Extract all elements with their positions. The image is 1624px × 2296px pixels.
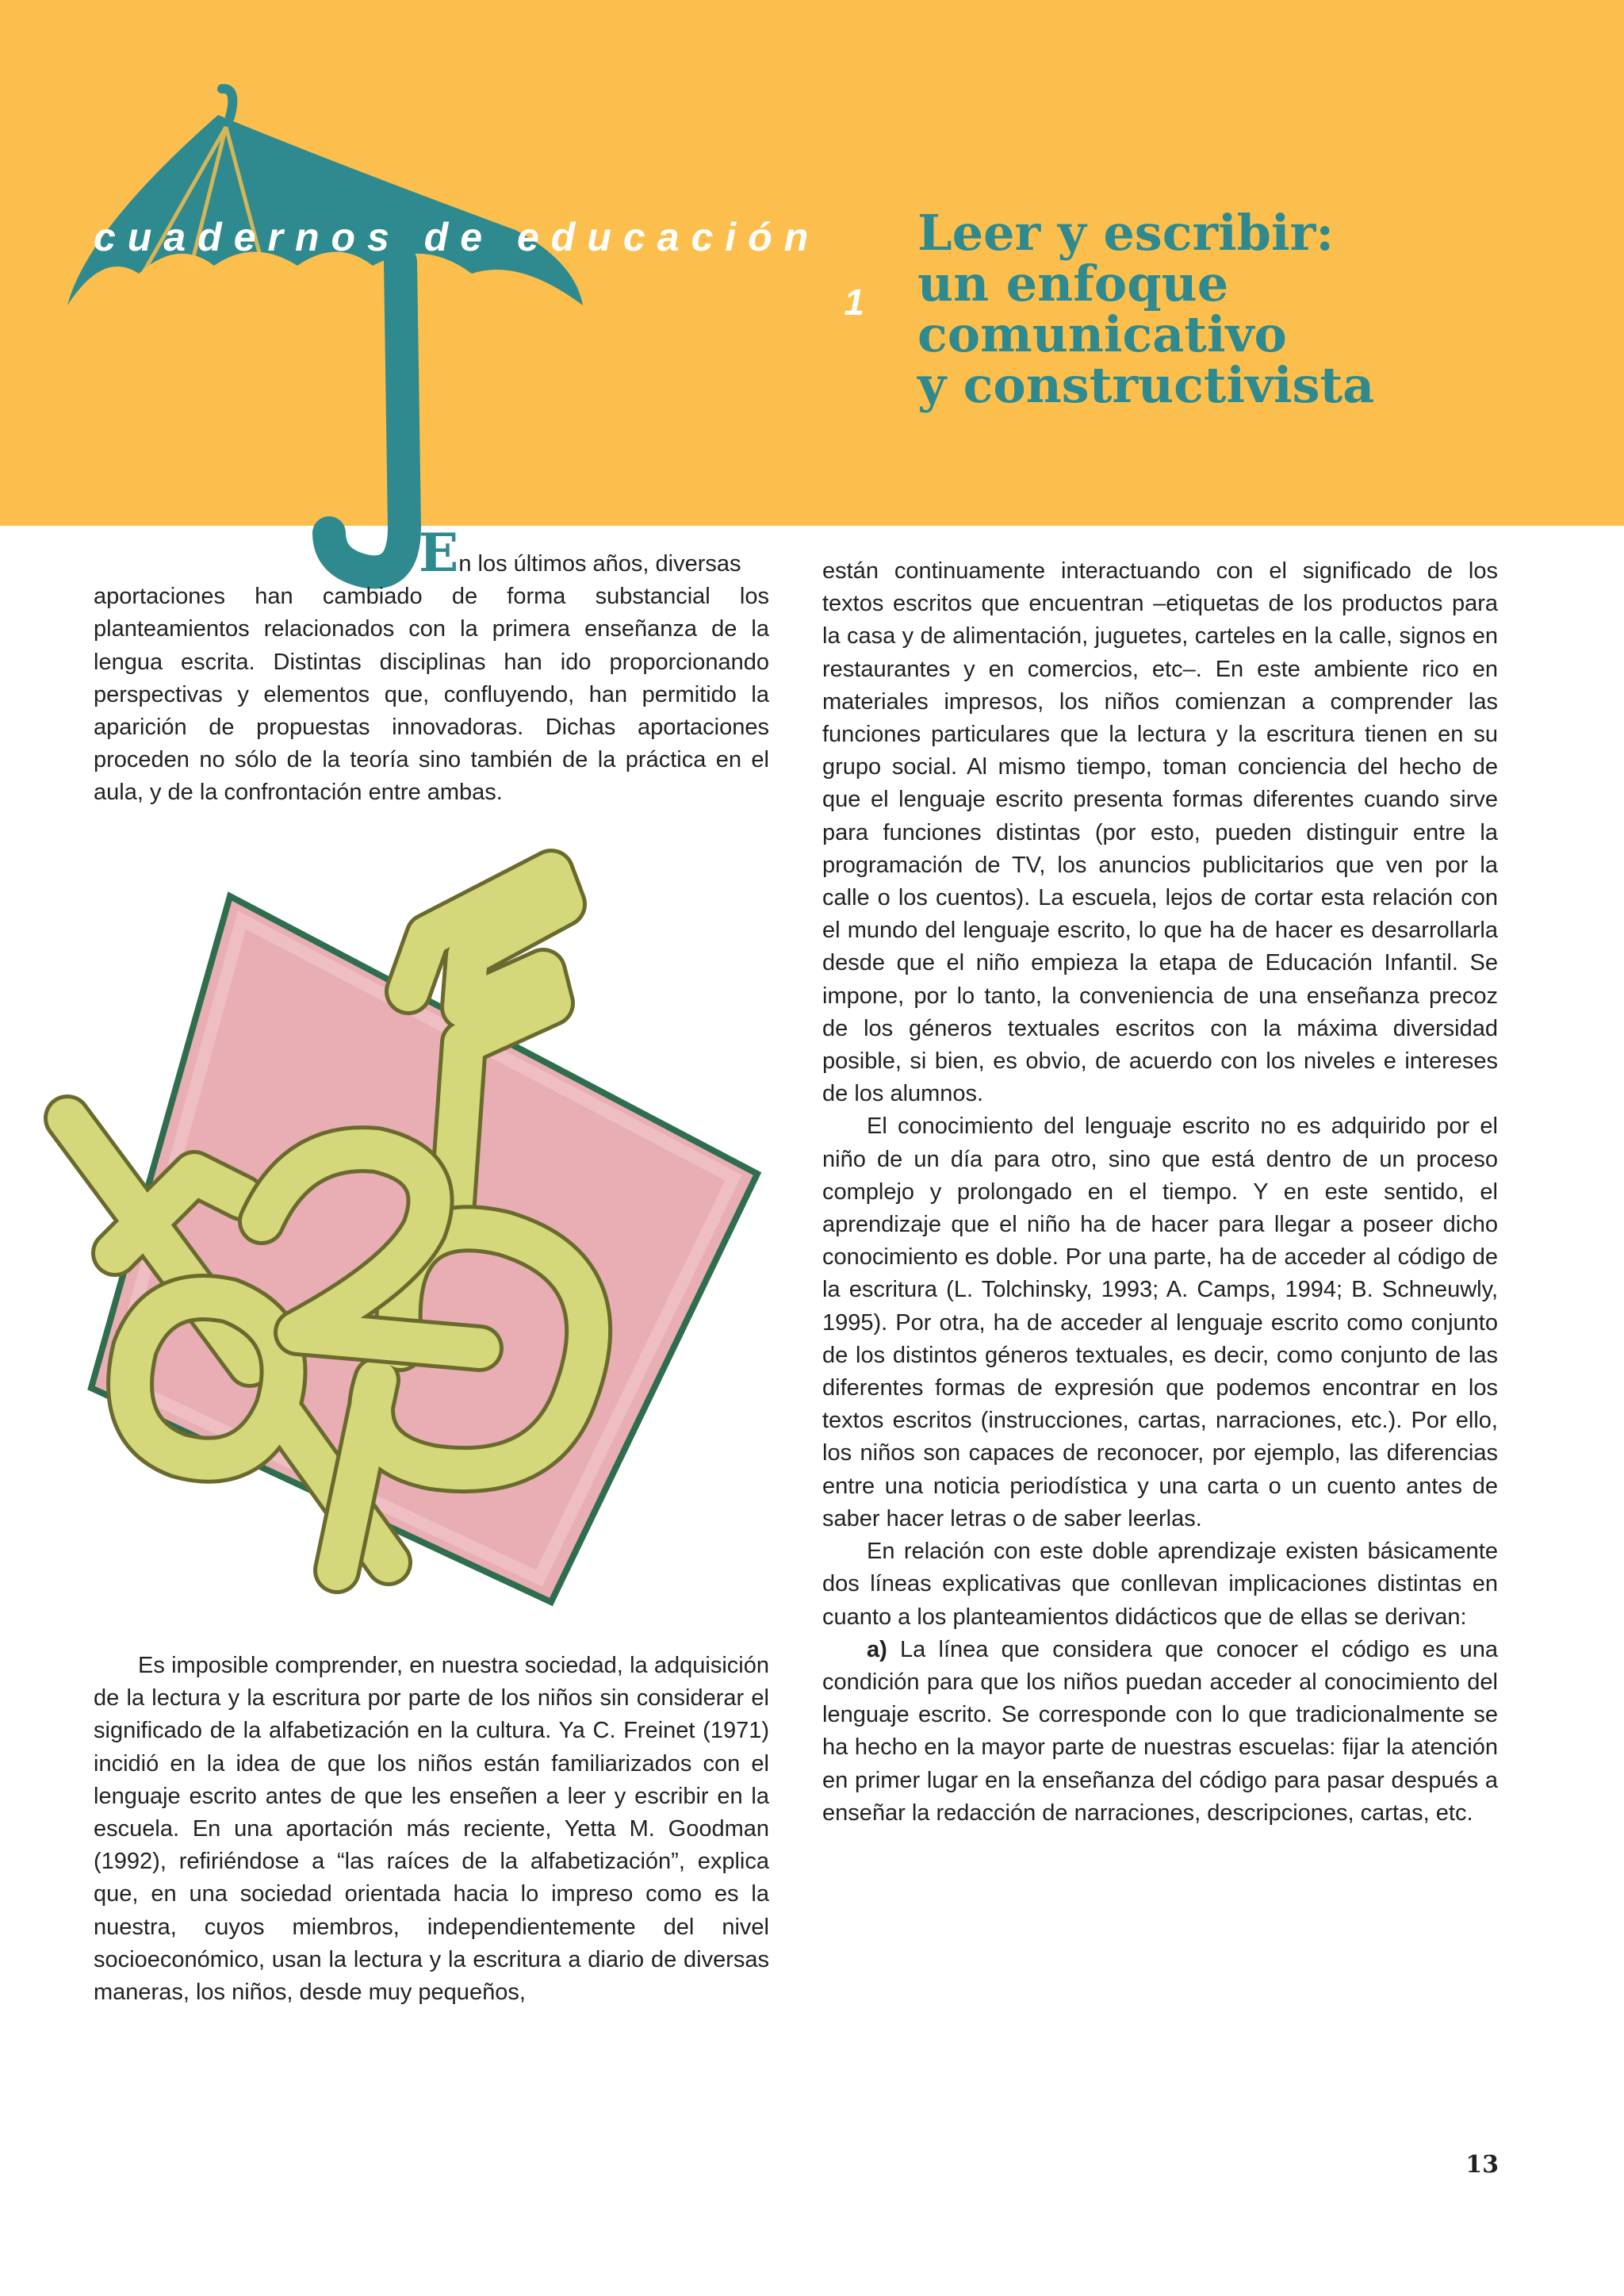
body-paragraph: están continuamente interactuando con el significado de los textos escritos que encuentran –etiquetas de los productos para la casa y de alimentación, juguetes, carteles en la calle, signos en restaurantes y en comercios, etc–. En este ambiente rico en materiales impresos, los niños comienzan a comprender las funciones particulares que la lectura y la escritura tienen en su grupo social. Al mismo tiempo, toman conciencia del hecho de que el lenguaje escrito presenta formas diferentes cuando sirve para funciones distintas (por esto, pueden distinguir entre la programación de TV, los anuncios publicitarios que ven por la calle o los cuentos). La escuela, lejos de cortar esta relación con el mundo del lenguaje escrito, lo que ha de hacer es desarrollarla desde que el niño empieza la etapa de Educación Infantil. Se impone, por lo tanto, la conveniencia de una enseñanza precoz de los géneros textuales escritos con la máxima diversidad posible, si bien, es obvio, de acuerdo con los niveles e intereses de los alumnos. <box>822 558 1498 1107</box>
page-number: 13 <box>1465 2151 1499 2179</box>
body-paragraph: Es imposible comprender, en nuestra sociedad, la adquisición de la lectura y la escritura por parte de los niños sin considerar el significado de la alfabetización en la cultura. Ya C. Freinet (1971) incidió en la idea de que los niños están familiarizados con el lenguaje escrito antes de que les enseñen a leer y escribir en la escuela. En una aportación más reciente, Yetta M. Goodman (1992), refiriéndose a “las raíces de la alfabetización”, explica que, en una sociedad orientada hacia lo impreso como es la nuestra, cuyos miembros, independientemente del nivel socioeconómico, usan la lectura y la escritura a diario de diversas maneras, los niños, desde muy pequeños, <box>94 1653 769 2006</box>
title-line: y constructivista <box>917 356 1375 414</box>
right-column <box>822 555 1498 1830</box>
list-label: a) <box>867 1636 887 1662</box>
title-line: un enfoque <box>917 255 1229 312</box>
series-title: cuadernos de educación <box>94 215 821 259</box>
series-number: 1 <box>844 282 864 323</box>
body-paragraph: El conocimiento del lenguaje escrito no es adquirido por el niño de un día para otro, sino que está dentro de un proceso complejo y prolongado en el tiempo. Y en este sentido, el aprendizaje que el niño ha de hacer para llegar a poseer dicho conocimiento es doble. Por una parte, ha de acceder al código de la escritura (L. Tolchinsky, 1993; A. Camps, 1994; B. Schneuwly, 1995). Por otra, ha de acceder al lenguaje escrito como conjunto de los distintos géneros textuales, es decir, como conjunto de las diferentes formas de expresión que podemos encontrar en los textos escritos (instrucciones, cartas, narraciones, etc.). Por ello, los niños son capaces de reconocer, por ejemplo, las diferencias entre una noticia periodística y una carta o un cuento antes de saber hacer letras o de saber leerlas. <box>822 1114 1498 1531</box>
title-line: Leer y escribir: <box>917 204 1335 262</box>
list-item-text: La línea que considera que conocer el código es una condición para que los niños puedan acceder al conocimiento del lenguaje escrito. Se corresponde con lo que tradicionalmente se ha hecho en la mayor parte de nuestras escuelas: fijar la atención en primer lugar en la enseñanza del código para pasar después a enseñar la redacción de narraciones, descripciones, cartas, etc. <box>822 1636 1498 1826</box>
body-paragraph: En relación con este doble aprendizaje existen básicamente dos líneas explicativas que conllevan implicaciones distintas en cuanto a los planteamientos didácticos que de ellas se derivan: <box>822 1539 1498 1630</box>
intro-first-line-text: n los últimos años, diversas <box>458 551 741 577</box>
left-column-body <box>94 1650 769 2009</box>
intro-first-line <box>94 522 769 584</box>
alphabet-letters-illustration <box>36 841 781 1626</box>
intro-paragraph: aportaciones han cambiado de forma substancial los planteamientos relacionados con la primera enseñanza de la lengua escrita. Distintas disciplinas han ido proporcionando perspectivas y elementos que, confluyendo, han permitido la aparición de propuestas innovadoras. Dichas aportaciones proceden no sólo de la teoría sino también de la práctica en el aula, y de la confrontación entre ambas. <box>94 584 769 806</box>
title-line: comunicativo <box>917 305 1287 363</box>
page-title <box>917 204 1599 414</box>
body-paragraph <box>822 1634 1498 1830</box>
left-column-intro <box>94 522 769 810</box>
drop-cap: E <box>419 522 459 584</box>
